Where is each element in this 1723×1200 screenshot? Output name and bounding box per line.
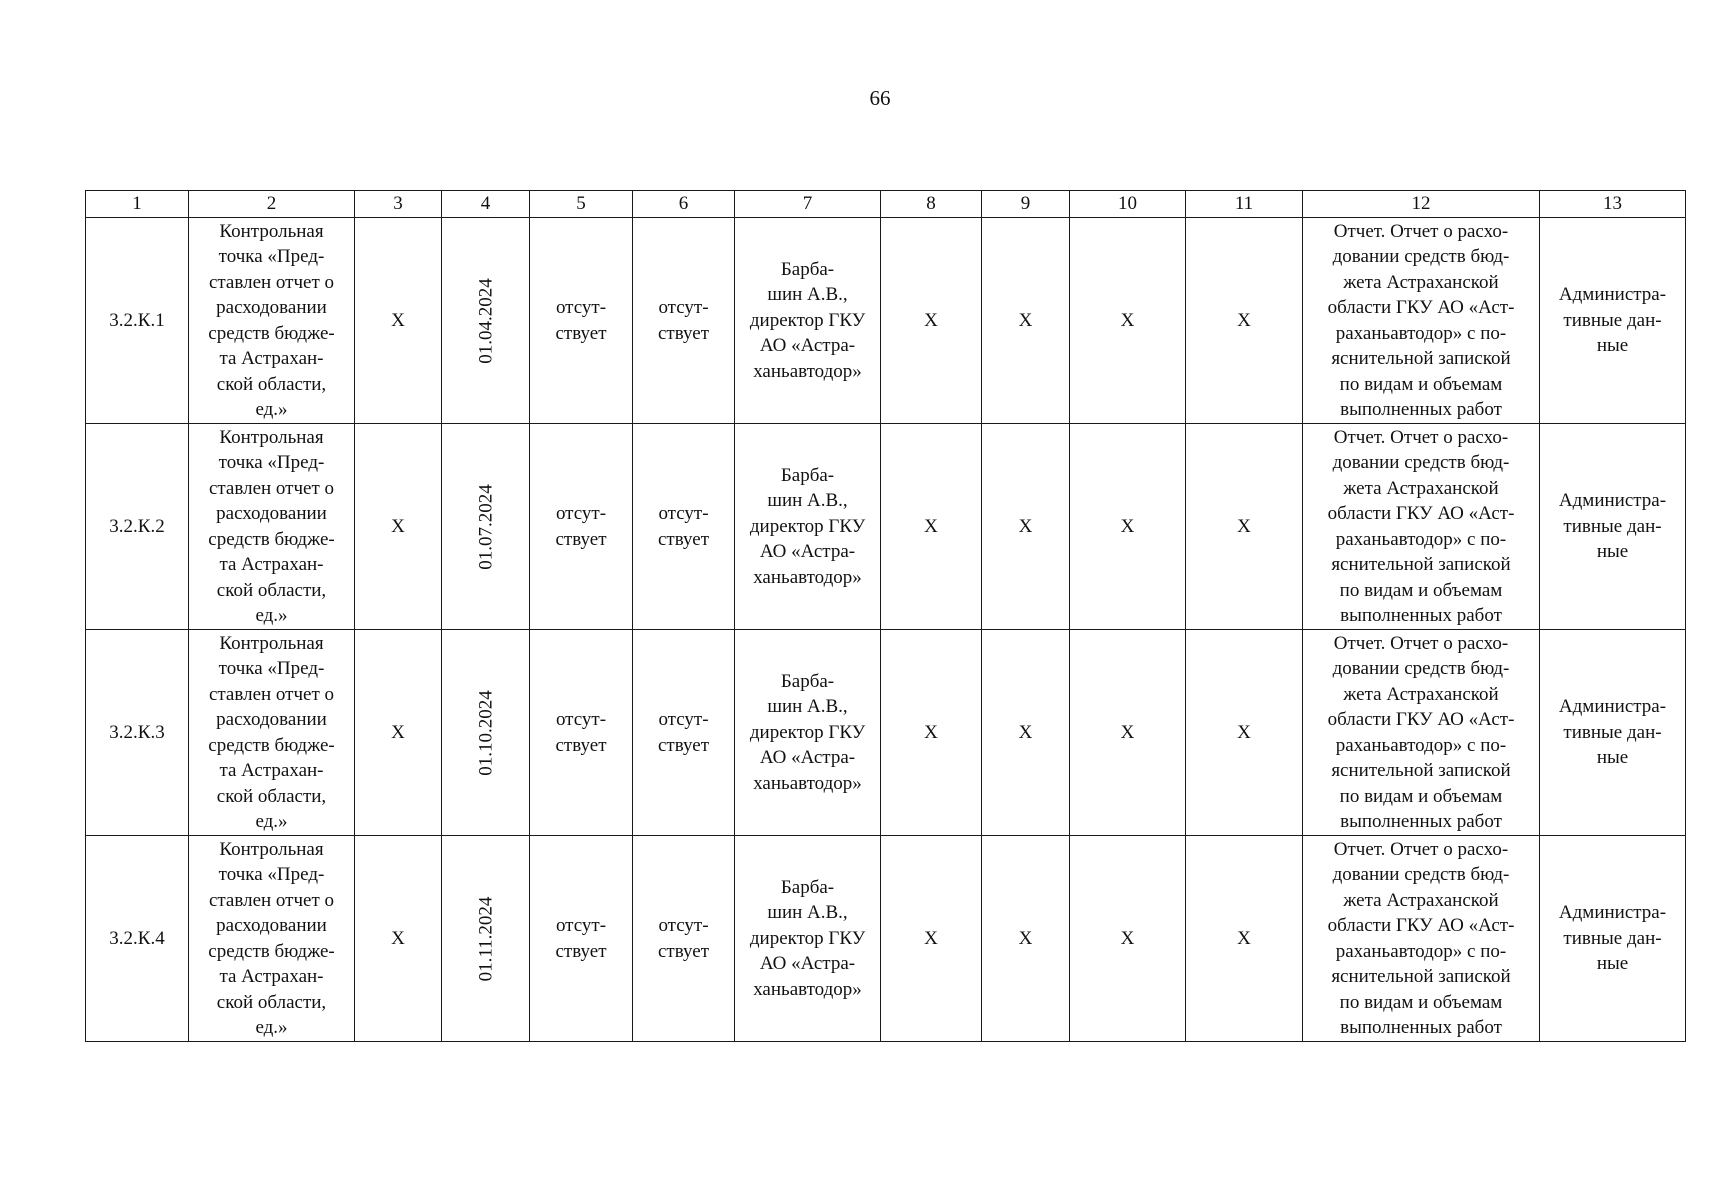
absent-cell (530, 836, 633, 1042)
mark-cell: Х (982, 630, 1070, 836)
absent-text: отсут- ствует (657, 297, 710, 344)
responsible-cell (735, 218, 881, 424)
responsible-cell (735, 630, 881, 836)
mark-cell: Х (1070, 218, 1186, 424)
mark-cell: Х (982, 424, 1070, 630)
mark-cell: Х (881, 836, 982, 1042)
column-number-row (86, 191, 1686, 218)
mark-cell: Х (355, 424, 442, 630)
mark-cell: Х (1070, 424, 1186, 630)
column-number: 2 (189, 191, 355, 218)
mark-cell: Х (355, 630, 442, 836)
row-code: 3.2.К.4 (86, 836, 189, 1042)
mark-cell: Х (1186, 424, 1303, 630)
control-point-text: Контрольная точка «Пред- ставлен отчет о расходовании средств бюдже- та Астрахан- ской области, ед.» (208, 632, 335, 832)
absent-cell (530, 424, 633, 630)
responsible-text: Барба- шин А.В., директор ГКУ АО «Астра- ханьавтодор» (749, 464, 866, 588)
absent-cell (530, 630, 633, 836)
date-text: 01.10.2024 (474, 689, 496, 776)
absent-text: отсут- ствует (657, 709, 710, 756)
document-cell (1303, 836, 1540, 1042)
source-text: Администра- тивные дан- ные (1558, 490, 1667, 563)
control-point-text: Контрольная точка «Пред- ставлен отчет о расходовании средств бюдже- та Астрахан- ской области, ед.» (208, 220, 335, 420)
source-text: Администра- тивные дан- ные (1558, 284, 1667, 357)
document-cell (1303, 218, 1540, 424)
mark-cell: Х (1070, 836, 1186, 1042)
column-number: 13 (1540, 191, 1686, 218)
column-number: 10 (1070, 191, 1186, 218)
row-code: 3.2.К.2 (86, 424, 189, 630)
mark-cell: Х (355, 836, 442, 1042)
column-number: 1 (86, 191, 189, 218)
source-text: Администра- тивные дан- ные (1558, 696, 1667, 769)
column-number: 4 (442, 191, 530, 218)
mark-cell: Х (1070, 630, 1186, 836)
absent-text: отсут- ствует (555, 709, 607, 756)
absent-text: отсут- ствует (657, 915, 710, 962)
responsible-cell (735, 424, 881, 630)
absent-cell (633, 424, 735, 630)
absent-cell (633, 836, 735, 1042)
table-row (86, 218, 1686, 424)
date-text: 01.07.2024 (474, 483, 496, 570)
column-number: 5 (530, 191, 633, 218)
column-number: 7 (735, 191, 881, 218)
source-text: Администра- тивные дан- ные (1558, 902, 1667, 975)
row-code: 3.2.К.3 (86, 630, 189, 836)
mark-cell: Х (355, 218, 442, 424)
source-cell (1540, 630, 1686, 836)
column-number: 3 (355, 191, 442, 218)
document-text: Отчет. Отчет о расхо- довании средств бюд- жета Астраханской области ГКУ АО «Аст- раханьавтодор» с по- яснительной запиской по видам и объемам выполненных работ (1327, 838, 1515, 1038)
responsible-text: Барба- шин А.В., директор ГКУ АО «Астра- ханьавтодор» (749, 258, 866, 382)
responsible-text: Барба- шин А.В., директор ГКУ АО «Астра- ханьавтодор» (749, 670, 866, 794)
column-number: 6 (633, 191, 735, 218)
control-point-cell (189, 630, 355, 836)
date-cell (442, 630, 530, 836)
table-row (86, 424, 1686, 630)
document-text: Отчет. Отчет о расхо- довании средств бюд- жета Астраханской области ГКУ АО «Аст- раханьавтодор» с по- яснительной запиской по видам и объемам выполненных работ (1327, 426, 1515, 626)
responsible-cell (735, 836, 881, 1042)
control-point-cell (189, 424, 355, 630)
document-text: Отчет. Отчет о расхо- довании средств бюд- жета Астраханской области ГКУ АО «Аст- раханьавтодор» с по- яснительной запиской по видам и объемам выполненных работ (1327, 632, 1515, 832)
document-cell (1303, 424, 1540, 630)
absent-text: отсут- ствует (555, 503, 607, 550)
column-number: 9 (982, 191, 1070, 218)
source-cell (1540, 424, 1686, 630)
control-point-text: Контрольная точка «Пред- ставлен отчет о расходовании средств бюдже- та Астрахан- ской области, ед.» (208, 426, 335, 626)
absent-cell (530, 218, 633, 424)
mark-cell: Х (1186, 218, 1303, 424)
mark-cell: Х (881, 218, 982, 424)
mark-cell: Х (881, 630, 982, 836)
mark-cell: Х (1186, 630, 1303, 836)
absent-text: отсут- ствует (657, 503, 710, 550)
mark-cell: Х (982, 836, 1070, 1042)
column-number: 12 (1303, 191, 1540, 218)
control-points-table (85, 190, 1686, 1042)
absent-text: отсут- ствует (555, 297, 607, 344)
absent-text: отсут- ствует (555, 915, 607, 962)
control-point-cell (189, 836, 355, 1042)
document-text: Отчет. Отчет о расхо- довании средств бюд- жета Астраханской области ГКУ АО «Аст- раханьавтодор» с по- яснительной запиской по видам и объемам выполненных работ (1327, 220, 1515, 420)
control-point-text: Контрольная точка «Пред- ставлен отчет о расходовании средств бюдже- та Астрахан- ской области, ед.» (208, 838, 335, 1038)
date-cell (442, 836, 530, 1042)
document-cell (1303, 630, 1540, 836)
column-number: 8 (881, 191, 982, 218)
table-row (86, 836, 1686, 1042)
mark-cell: Х (881, 424, 982, 630)
table-row (86, 630, 1686, 836)
date-text: 01.04.2024 (474, 277, 496, 364)
row-code: 3.2.К.1 (86, 218, 189, 424)
column-number: 11 (1186, 191, 1303, 218)
absent-cell (633, 630, 735, 836)
mark-cell: Х (1186, 836, 1303, 1042)
absent-cell (633, 218, 735, 424)
source-cell (1540, 218, 1686, 424)
mark-cell: Х (982, 218, 1070, 424)
date-cell (442, 218, 530, 424)
responsible-text: Барба- шин А.В., директор ГКУ АО «Астра- ханьавтодор» (749, 876, 866, 1000)
date-cell (442, 424, 530, 630)
date-text: 01.11.2024 (474, 896, 496, 981)
page-number: 66 (869, 86, 891, 110)
control-point-cell (189, 218, 355, 424)
source-cell (1540, 836, 1686, 1042)
